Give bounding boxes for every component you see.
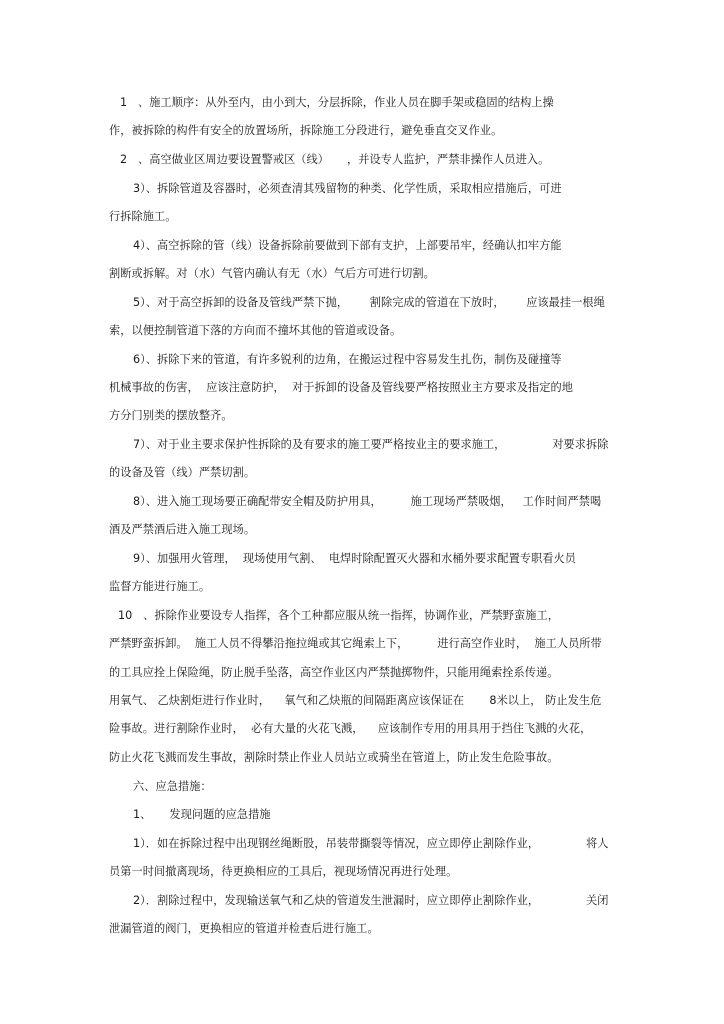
text-line: 7）、对于业主要求保护性拆除的及有要求的施工要严格按业主的要求施工， 对要求拆除 (133, 438, 609, 451)
text-line: 监督方能进行施工。 (109, 580, 211, 593)
text-line: 8）、进入施工现场要正确配带安全帽及防护用具， 施工现场严禁吸烟， 工作时间严禁喝 (133, 495, 602, 508)
text-line: 用氧气、 乙炔割炬进行作业时， 氧气和乙炔瓶的间隔距离应该保证在 8米以上， 防止发生危 (109, 694, 602, 707)
text-line: 的工具应拴上保险绳，防止脱手坠落，高空作业区内严禁抛掷物件，只能用绳索拴系传递。 (109, 666, 559, 679)
text-line: 2）．割除过程中，发现输送氧气和乙炔的管道发生泄漏时，应立即停止割除作业， 关闭 (133, 894, 609, 907)
text-line: 索，以便控制管道下落的方向而不撞坏其他的管道或设备。 (109, 324, 402, 337)
text-line: 割断或拆解。对（水）气管内确认有无（水）气后方可进行切割。 (109, 267, 435, 280)
text-line: 2 、高空做业区周边要设置警戒区（线） ，并设专人监护，严禁非操作人员进入。 (120, 153, 550, 166)
text-line: 酒及严禁酒后进入施工现场。 (109, 523, 256, 536)
subsection-heading: 1、 发现问题的应急措施 (133, 808, 271, 821)
text-line: 严禁野蛮拆卸。 施工人员不得攀沿拖拉绳或其它绳索上下， 进行高空作业时， 施工人员所带 (109, 637, 602, 650)
text-line: 员第一时间撤离现场，待更换相应的工具后，视现场情况再进行处理。 (109, 865, 458, 878)
text-line: 险事故。进行割除作业时， 必有大量的火花飞溅， 应该制作专用的用具用于挡住飞溅的火花， (109, 722, 592, 735)
text-line: 机械事故的伤害， 应该注意防护， 对于拆卸的设备及管线要严格按照业主方要求及指定的地 (109, 381, 573, 394)
text-line: 泄漏管道的阀门，更换相应的管道并检查后进行施工。 (109, 922, 379, 935)
text-line: 9）、加强用火管理， 现场使用气割、 电焊时除配置灭火器和水桶外要求配置专职看火员 (133, 552, 577, 565)
text-line: 的设备及管（线）严禁切割。 (109, 466, 256, 479)
text-line: 4）、高空拆除的管（线）设备拆除前要做到下部有支护，上部要吊牢，经确认扣牢方能 (133, 239, 562, 252)
text-line: 1 、施工顺序：从外至内，由小到大，分层拆除，作业人员在脚手架或稳固的结构上操 (120, 96, 554, 109)
text-line: 3）、拆除管道及容器时，必须查清其残留物的种类、化学性质，采取相应措施后，可进 (133, 182, 562, 195)
text-line: 防止火花飞溅而发生事故，割除时禁止作业人员站立或骑坐在管道上，防止发生危险事故。 (109, 751, 559, 764)
section-heading: 六、应急措施： (133, 780, 212, 793)
text-line: 作，被拆除的构件有安全的放置场所，拆除施工分段进行，避免垂直交叉作业。 (109, 124, 503, 137)
text-line: 方分门别类的摆放整齐。 (109, 409, 233, 422)
text-line: 10 、拆除作业要设专人指挥，各个工种都应服从统一指挥，协调作业，严禁野蛮施工， (118, 609, 559, 622)
text-line: 行拆除施工。 (109, 210, 177, 223)
text-line: 5）、对于高空拆卸的设备及管线严禁下抛， 割除完成的管道在下放时， 应该最挂一根绳 (133, 296, 605, 309)
text-line: 6）、拆除下来的管道，有许多锐利的边角，在搬运过程中容易发生扎伤，制伤及碰撞等 (133, 353, 562, 366)
text-line: 1）．如在拆除过程中出现钢丝绳断股，吊装带撕裂等情况，应立即停止割除作业， 将人 (133, 837, 609, 850)
